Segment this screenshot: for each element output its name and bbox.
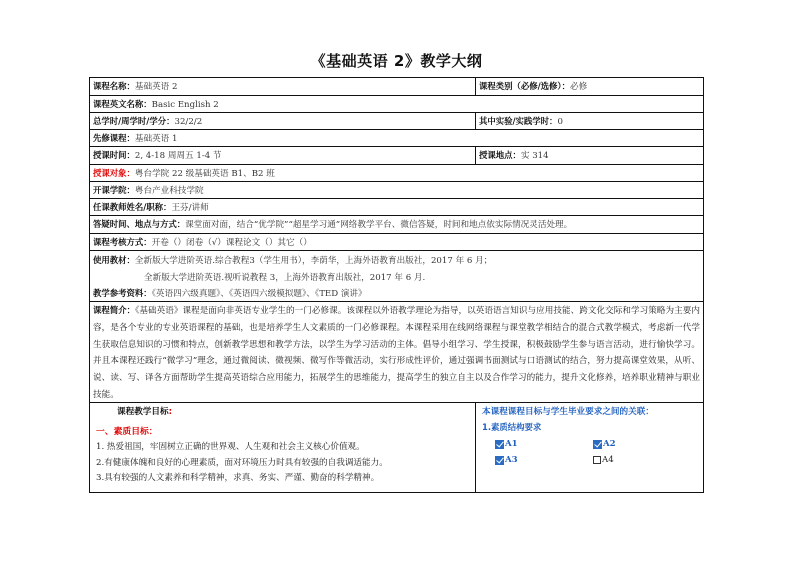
introduction-text: 《基础英语》课程是面向非英语专业学生的一门必修课。该课程以外语教学理论为指导，以英语语言知识与应用技能、跨文化交际和学习策略为主要内容，是各个专业的专业英语课程的基础，也是培养学生人文素质的一门必修课程。本课程采用在线网络课程与课堂教学相结合的混合式教学模式，考虑新一代学生获取信息知识的习惯和特点，创新教学思想和教学方法，以学生为学习活动的主体。倡导小组学习、学生授课，积极鼓励学生参与语言活动，进行愉快学习。并且本课程还践行“微学习”理念，通过微阅读、微视频、微写作等微活动，实行形成性评价，通过强调书面测试与口语测试的结合，努力提高课堂效果，从听、说、读、写、译各方面帮助学生提高英语综合应用能力，拓展学生的思维能力，提高学生的独立自主以及合作学习的能力，提升文化修养，培养职业精神与职业技能。: [93, 306, 701, 400]
objectives-heading-colon: :: [168, 407, 173, 417]
college-label: 开课学院：: [93, 185, 135, 195]
row-time-location: [90, 147, 703, 165]
qa-value: 课堂面对面，结合“优学院”“超星学习通”网络教学平台、微信答疑，时间和地点依实际情况灵活处理。: [185, 220, 573, 230]
relation-heading: 本课程课程目标与学生毕业要求之间的关联：: [482, 407, 654, 417]
checkbox-a3[interactable]: [495, 453, 593, 467]
relation-cell: [476, 403, 703, 492]
row-target: [90, 165, 703, 182]
course-category-value: 必修: [570, 82, 588, 92]
course-name-cell: [90, 78, 476, 95]
objective-item-1: 1. 热爱祖国，牢固树立正确的世界观、人生观和社会主义核心价值观。: [96, 442, 365, 452]
row-introduction: [90, 302, 703, 403]
row-assessment: [90, 234, 703, 251]
document-title: 《基础英语 2》教学大纲: [310, 52, 483, 70]
objectives-heading-text: 课程教学目标: [117, 407, 169, 417]
textbooks-cell: [90, 251, 703, 285]
requirement-checkbox-grid: [482, 437, 697, 467]
references-label: 教学参考资料：: [93, 288, 152, 298]
checkbox-a4[interactable]: [593, 453, 691, 467]
checkbox-a1-label: A1: [505, 439, 518, 449]
english-name-cell: [90, 96, 703, 112]
teacher-label: 任课教师姓名/职称：: [93, 202, 172, 212]
course-category-cell: [476, 78, 703, 95]
hours-label: 总学时/周学时/学分：: [93, 116, 175, 126]
row-textbooks: [90, 251, 703, 285]
textbooks-label: 使用教材：: [93, 255, 135, 265]
checkbox-a4-label: A4: [602, 455, 614, 465]
row-english-name: [90, 96, 703, 113]
location-value: 实 314: [520, 151, 549, 161]
row-qa: [90, 216, 703, 234]
quality-structure-subheading: 1.素质结构要求: [482, 422, 542, 432]
row-course-name: [90, 78, 703, 96]
english-name-label: 课程英文名称：: [93, 99, 152, 109]
row-teacher: [90, 199, 703, 216]
target-cell: [90, 165, 703, 181]
assessment-label: 课程考核方式：: [93, 237, 152, 247]
checkbox-a1[interactable]: [495, 437, 593, 451]
teacher-value: 王芬/讲师: [171, 203, 209, 213]
references-value: 《英语四六级真题》、《英语四六级模拟题》、《TED 演讲》: [151, 289, 367, 299]
qa-label: 答疑时间、地点与方式：: [93, 219, 186, 229]
teacher-cell: [90, 199, 703, 215]
checkbox-unchecked-icon[interactable]: [593, 456, 601, 464]
prerequisite-label: 先修课程：: [93, 133, 135, 143]
target-value: 粤台学院 22 级基础英语 B1、B2 班: [134, 169, 275, 179]
syllabus-table: [89, 77, 704, 493]
course-name-value: 基础英语 2: [134, 82, 178, 92]
assessment-cell: [90, 234, 703, 250]
checkbox-checked-icon[interactable]: [495, 456, 504, 465]
objective-item-2: 2.有健康体魄和良好的心理素质，面对环境压力时具有较强的自我调适能力。: [96, 457, 388, 468]
college-cell: [90, 182, 703, 198]
objectives-cell: [90, 403, 476, 492]
target-label: 授课对象：: [93, 168, 135, 178]
english-name-value: Basic English 2: [151, 100, 219, 110]
location-cell: [476, 147, 703, 164]
row-objectives: [90, 403, 703, 492]
objectives-heading: [96, 405, 469, 420]
practice-hours-value: 0: [557, 117, 563, 127]
time-label: 授课时间：: [93, 150, 135, 160]
checkbox-a2[interactable]: [593, 437, 691, 451]
course-name-label: 课程名称：: [93, 81, 135, 91]
row-hours: [90, 113, 703, 130]
checkbox-checked-icon[interactable]: [593, 440, 602, 449]
practice-hours-cell: [476, 113, 703, 129]
time-cell: [90, 147, 476, 164]
location-label: 授课地点：: [479, 150, 521, 160]
checkbox-a2-label: A2: [603, 439, 616, 449]
row-references: [90, 285, 703, 302]
course-category-label: 课程类别（必修/选修）：: [479, 81, 570, 91]
introduction-cell: [90, 302, 703, 402]
checkbox-a3-label: A3: [505, 455, 518, 465]
qa-cell: [90, 216, 703, 233]
practice-hours-label: 其中实验/实践学时：: [479, 116, 558, 126]
prerequisite-cell: [90, 130, 703, 146]
quality-objectives-title: 一、素质目标：: [96, 427, 158, 437]
row-college: [90, 182, 703, 199]
objective-item-3: 3.具有较强的人文素养和科学精神，求真、务实、严谨、勤奋的科学精神。: [96, 473, 380, 483]
assessment-value: 开卷（）闭卷（√）课程论文（）其它（）: [151, 238, 312, 248]
textbook-item-2: 全新版大学进阶英语.视听说教程 3，上海外语教育出版社，2017 年 6 月.: [144, 272, 426, 283]
textbook-item-1: 全新版大学进阶英语.综合教程3（学生用书），李荫华，上海外语教育出版社，2017 年 6 月；: [134, 256, 493, 266]
prerequisite-value: 基础英语 1: [134, 134, 178, 144]
time-value: 2, 4-18 周周五 1-4 节: [134, 151, 222, 161]
hours-value: 32/2/2: [174, 117, 203, 127]
references-cell: [90, 285, 703, 301]
hours-cell: [90, 113, 476, 129]
checkbox-checked-icon[interactable]: [495, 440, 504, 449]
college-value: 粤台产业科技学院: [134, 186, 204, 196]
row-prerequisite: [90, 130, 703, 147]
introduction-label: 课程简介：: [93, 305, 136, 315]
